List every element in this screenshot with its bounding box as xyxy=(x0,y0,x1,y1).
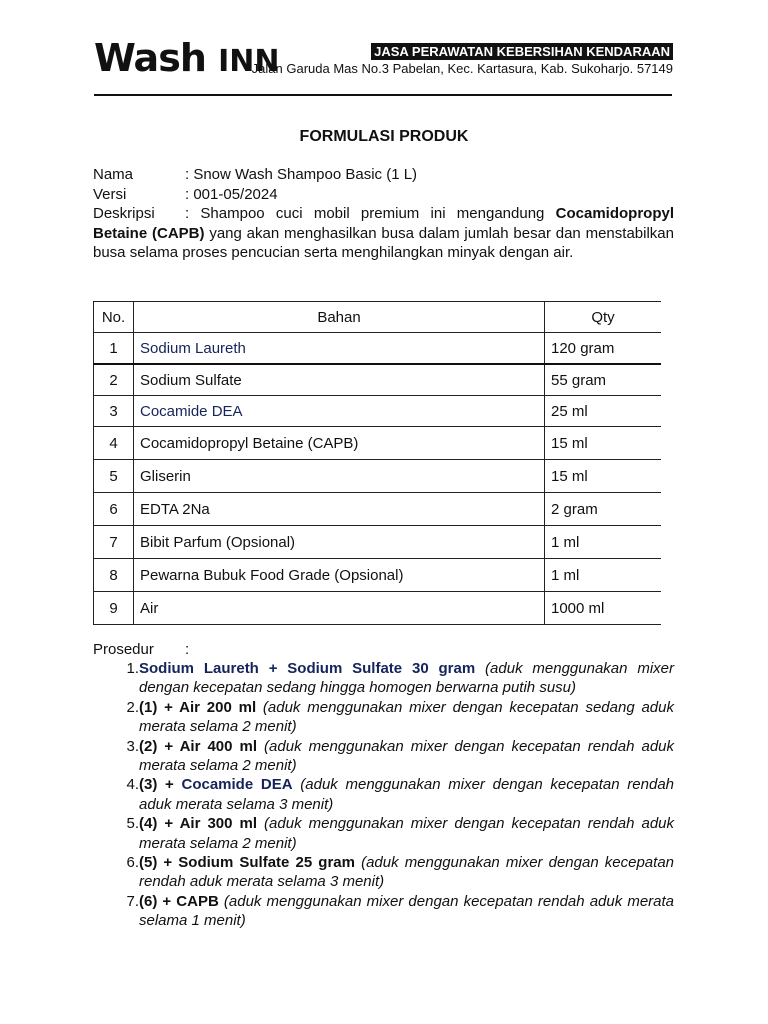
ingredients-table xyxy=(93,301,661,625)
procedure-step xyxy=(93,698,674,737)
company-tagline: JASA PERAWATAN KEBERSIHAN KENDARAAN xyxy=(371,43,673,60)
table-row xyxy=(94,526,662,559)
procedure-step xyxy=(93,814,674,853)
step-action: (5) + Sodium Sulfate 25 gram xyxy=(139,854,355,872)
procedure-list xyxy=(93,659,674,931)
row-bahan: Cocamidopropyl Betaine (CAPB) xyxy=(134,427,545,460)
row-qty: 1000 ml xyxy=(545,592,662,625)
name-value: : Snow Wash Shampoo Basic (1 L) xyxy=(185,166,418,183)
row-bahan: Pewarna Bubuk Food Grade (Opsional) xyxy=(134,559,545,592)
version-label: Versi xyxy=(93,185,127,203)
row-no: 5 xyxy=(94,460,134,493)
row-bahan: Sodium Laureth xyxy=(134,333,545,365)
step-number: 1. xyxy=(126,660,139,677)
table-row xyxy=(94,559,662,592)
step-instruction: (aduk menggunakan mixer dengan kecepatan rendah aduk merata selama 3 menit) xyxy=(139,776,674,813)
company-address: Jalan Garuda Mas No.3 Pabelan, Kec. Kartasura, Kab. Sukoharjo. 57149 xyxy=(251,61,673,76)
version-row xyxy=(93,185,674,205)
procedure-heading xyxy=(93,641,189,658)
logo-wash-text: Wash xyxy=(94,36,206,80)
row-qty: 15 ml xyxy=(545,427,662,460)
description-label: Deskripsi xyxy=(93,205,155,222)
row-no: 3 xyxy=(94,396,134,427)
table-header-row xyxy=(94,302,662,333)
document-title: FORMULASI PRODUK xyxy=(299,128,469,145)
row-no: 9 xyxy=(94,592,134,625)
company-logo xyxy=(94,34,280,86)
row-no: 1 xyxy=(94,333,134,365)
table-row xyxy=(94,460,662,493)
step-instruction: (aduk menggunakan mixer dengan kecepatan rendah aduk merata selama 3 menit) xyxy=(139,854,675,891)
logo-inn-text: INN xyxy=(218,44,280,79)
row-no: 8 xyxy=(94,559,134,592)
row-no: 4 xyxy=(94,427,134,460)
row-qty: 1 ml xyxy=(545,526,662,559)
row-qty: 55 gram xyxy=(545,364,662,396)
procedure-step xyxy=(93,659,674,698)
row-qty: 120 gram xyxy=(545,333,662,365)
step-action: (1) + Air 200 ml xyxy=(139,698,257,716)
step-instruction: (aduk menggunakan mixer dengan kecepatan sedang hingga homogen berwarna putih susu) xyxy=(139,660,674,697)
row-bahan: Gliserin xyxy=(134,460,545,493)
step-number: 3. xyxy=(126,737,139,755)
step-number: 2. xyxy=(126,698,139,716)
step-instruction: (aduk menggunakan mixer dengan kecepatan rendah aduk merata selama 1 menit) xyxy=(139,892,675,930)
procedure-step xyxy=(93,853,674,892)
name-label: Nama xyxy=(93,166,134,183)
step-action: Sodium Laureth + Sodium Sulfate 30 gram xyxy=(139,660,476,677)
procedure-step xyxy=(93,737,674,776)
step-number: 4. xyxy=(126,776,139,794)
table-row xyxy=(94,427,662,460)
description-suffix: yang akan menghasilkan busa dalam jumlah besar dan menstabilkan busa selama proses pencucian serta menghilangkan minyak dengan air. xyxy=(93,224,674,261)
table-row xyxy=(94,493,662,526)
row-qty: 25 ml xyxy=(545,396,662,427)
procedure-label: Prosedur xyxy=(93,641,154,658)
description-highlight: Cocamidopropyl Betaine (CAPB) xyxy=(93,205,674,242)
step-instruction: (aduk menggunakan mixer dengan kecepatan rendah aduk merata selama 2 menit) xyxy=(139,815,675,852)
row-qty: 1 ml xyxy=(545,559,662,592)
procedure-step xyxy=(93,775,674,814)
step-action-highlight: Cocamide DEA xyxy=(181,776,293,794)
step-action: (2) + Air 400 ml xyxy=(139,737,258,755)
version-value: : 001-05/2024 xyxy=(185,185,278,203)
table-row xyxy=(94,396,662,427)
product-name-row xyxy=(93,165,674,185)
step-action: (6) + CAPB xyxy=(139,892,219,910)
row-qty: 15 ml xyxy=(545,460,662,493)
table-row xyxy=(94,592,662,625)
step-action-prefix: (3) + xyxy=(139,776,182,794)
step-instruction: (aduk menggunakan mixer dengan kecepatan rendah aduk merata selama 2 menit) xyxy=(139,737,675,775)
step-action: (4) + Air 300 ml xyxy=(139,815,258,833)
header-divider xyxy=(94,94,672,96)
description-prefix: : Shampoo cuci mobil premium ini mengandung xyxy=(185,205,556,222)
row-no: 7 xyxy=(94,526,134,559)
row-no: 2 xyxy=(94,364,134,396)
step-number: 5. xyxy=(126,815,139,833)
row-qty: 2 gram xyxy=(545,493,662,526)
row-bahan: EDTA 2Na xyxy=(134,493,545,526)
procedure-step xyxy=(93,892,674,931)
description-paragraph xyxy=(93,204,674,263)
row-bahan: Sodium Sulfate xyxy=(134,364,545,396)
row-bahan: Bibit Parfum (Opsional) xyxy=(134,526,545,559)
header-qty: Qty xyxy=(545,302,662,333)
row-bahan: Air xyxy=(134,592,545,625)
header-no: No. xyxy=(94,302,134,333)
row-bahan: Cocamide DEA xyxy=(134,396,545,427)
step-instruction: (aduk menggunakan mixer dengan kecepatan sedang aduk merata selama 2 menit) xyxy=(139,698,674,736)
header-bahan: Bahan xyxy=(134,302,545,333)
row-no: 6 xyxy=(94,493,134,526)
step-number: 6. xyxy=(126,854,139,872)
procedure-colon: : xyxy=(185,641,190,658)
table-row xyxy=(94,333,662,365)
step-number: 7. xyxy=(126,892,139,910)
table-row xyxy=(94,364,662,396)
